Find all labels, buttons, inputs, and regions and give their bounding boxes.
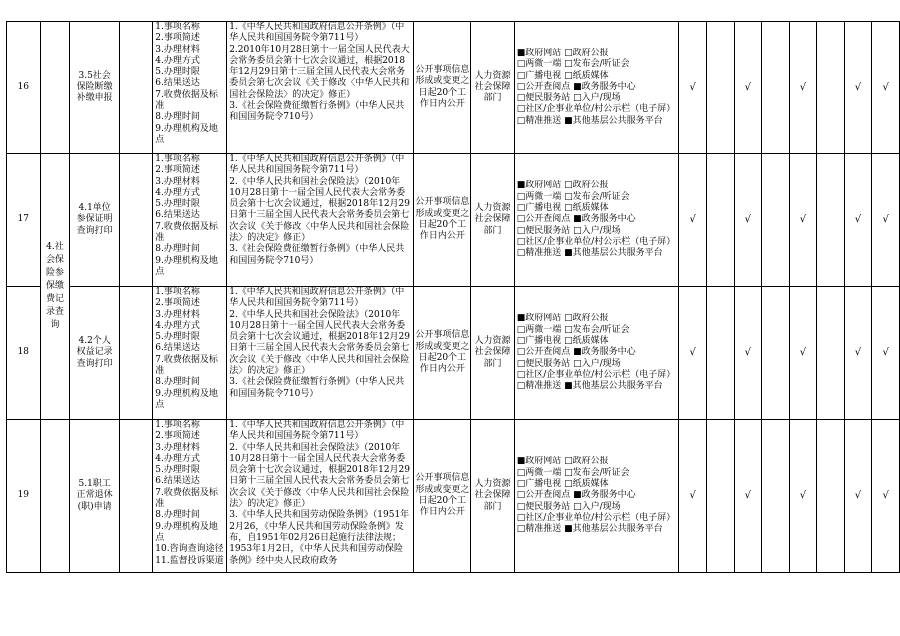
department: 人力资源社会保障部门 xyxy=(471,287,514,420)
step-item: 5.办理时限 xyxy=(155,465,200,476)
basis-item: 3.《社会保险费征缴暂行条例》（中华人民共和国国务院令710号） xyxy=(229,244,405,266)
check-6 xyxy=(817,287,844,420)
step-item: 4.办理方式 xyxy=(155,55,200,66)
channel-line: □社区/企事业单位/村公示栏（电子屏） xyxy=(516,104,676,115)
row-number: 18 xyxy=(7,287,41,420)
item-name: 4.2个人权益记录查询打印 xyxy=(70,287,120,420)
check-6 xyxy=(817,420,844,573)
channel-line: □社区/企事业单位/村公示栏（电子屏） xyxy=(516,236,676,247)
step-item: 8.办理时间 xyxy=(155,510,200,521)
basis-item: 2.2010年10月28日第十一届全国人民代表大会常务委员会第十七次会议通过，根据2018年12月29日第十三届全国人民代表大会常务委员会第七次会议《关于修改〈中华人民共和国社会保险法〉的决定》修正） xyxy=(229,44,410,100)
step-item: 4.办理方式 xyxy=(155,187,200,198)
channel-line: □社区/企事业单位/村公示栏（电子屏） xyxy=(516,512,676,523)
check-1: √ xyxy=(679,287,707,420)
step-item: 9.办理机构及地点 xyxy=(155,123,218,145)
check-1: √ xyxy=(679,420,707,573)
spacer-cell xyxy=(119,420,152,573)
table-row xyxy=(7,287,900,420)
check-2 xyxy=(707,287,734,420)
step-item: 1.事项名称 xyxy=(155,420,200,430)
check-7: √ xyxy=(844,420,872,573)
channel-line: □广播电视 □纸质媒体 xyxy=(516,70,609,81)
row-number: 19 xyxy=(7,420,41,573)
disclosure-table xyxy=(6,21,900,573)
item-name: 3.5社会保险断缴补缴申报 xyxy=(70,22,120,154)
check-7: √ xyxy=(844,22,872,154)
department: 人力资源社会保障部门 xyxy=(471,420,514,573)
table-row xyxy=(7,420,900,573)
channel-line: □精准推送 ■其他基层公共服务平台 xyxy=(516,115,663,126)
channel-line: □广播电视 □纸质媒体 xyxy=(516,479,609,490)
basis-item: 3.《社会保险费征缴暂行条例》（中华人民共和国国务院令710号） xyxy=(229,377,405,399)
channels-cell xyxy=(514,22,679,154)
row-number: 17 xyxy=(7,154,41,287)
step-item: 4.办理方式 xyxy=(155,453,200,464)
basis-item: 1.《中华人民共和国政府信息公开条例》（中华人民共和国国务院令第711号） xyxy=(229,287,405,309)
check-7: √ xyxy=(844,287,872,420)
channel-line: □两微一端 □发布会/听证会 xyxy=(516,191,630,202)
channel-line: □公开查阅点 ■政务服务中心 xyxy=(516,81,636,92)
step-item: 2.事项简述 xyxy=(155,431,200,442)
steps-cell xyxy=(153,22,227,154)
table-row xyxy=(7,22,900,154)
step-item: 3.办理材料 xyxy=(155,176,200,187)
check-8: √ xyxy=(872,154,900,287)
channel-line: □精准推送 ■其他基层公共服务平台 xyxy=(516,381,663,392)
channel-line: □便民服务站 □入户/现场 xyxy=(516,225,621,236)
step-item: 1.事项名称 xyxy=(155,22,200,32)
check-2 xyxy=(707,22,734,154)
step-item: 6.结果送达 xyxy=(155,78,200,89)
check-1: √ xyxy=(679,154,707,287)
step-item: 9.办理机构及地点 xyxy=(155,388,218,410)
channel-line: □公开查阅点 ■政务服务中心 xyxy=(516,214,636,225)
check-3: √ xyxy=(734,287,762,420)
step-item: 6.结果送达 xyxy=(155,343,200,354)
step-item: 7.收费依据及标准 xyxy=(155,354,218,377)
basis-item: 3.《中华人民共和国劳动保险条例》（1951年2月26，《中华人民共和国劳动保险条例》发布，自1951年02月26日起施行法律法规；1953年1月2日，《中华人民共和国劳动保险条例》经中央人民政府政务 xyxy=(229,510,410,566)
check-8: √ xyxy=(872,22,900,154)
category-cell xyxy=(40,420,70,573)
basis-cell xyxy=(227,287,414,420)
department: 人力资源社会保障部门 xyxy=(471,22,514,154)
channel-line: □公开查阅点 ■政务服务中心 xyxy=(516,347,636,358)
steps-cell xyxy=(153,287,227,420)
channel-line: □两微一端 □发布会/听证会 xyxy=(516,467,630,478)
step-item: 8.办理时间 xyxy=(155,377,200,388)
step-item: 2.事项简述 xyxy=(155,165,200,176)
step-item: 4.办理方式 xyxy=(155,320,200,331)
basis-cell xyxy=(227,154,414,287)
time-limit: 公开事项信息形成或变更之日起20个工作日内公开 xyxy=(414,22,471,154)
basis-item: 1.《中华人民共和国政府信息公开条例》（中华人民共和国国务院令第711号） xyxy=(229,22,405,44)
basis-item: 3.《社会保险费征缴暂行条例》（中华人民共和国国务院令710号） xyxy=(229,101,405,123)
step-item: 7.收费依据及标准 xyxy=(155,221,218,244)
check-5: √ xyxy=(789,154,817,287)
time-limit: 公开事项信息形成或变更之日起20个工作日内公开 xyxy=(414,154,471,287)
check-3: √ xyxy=(734,22,762,154)
channel-line: □精准推送 ■其他基层公共服务平台 xyxy=(516,248,663,259)
check-5: √ xyxy=(789,287,817,420)
check-2 xyxy=(707,154,734,287)
step-item: 8.办理时间 xyxy=(155,112,200,123)
department: 人力资源社会保障部门 xyxy=(471,154,514,287)
step-item: 8.办理时间 xyxy=(155,244,200,255)
step-item: 9.办理机构及地点 xyxy=(155,255,218,277)
channels-cell xyxy=(514,154,679,287)
channel-line: □公开查阅点 ■政务服务中心 xyxy=(516,490,636,501)
channel-line: ■政府网站 □政府公报 xyxy=(516,180,609,191)
steps-cell xyxy=(153,420,227,573)
step-item: 2.事项简述 xyxy=(155,298,200,309)
check-1: √ xyxy=(679,22,707,154)
step-item: 3.办理材料 xyxy=(155,309,200,320)
channel-line: □便民服务站 □入户/现场 xyxy=(516,93,621,104)
check-6 xyxy=(817,154,844,287)
steps-cell xyxy=(153,154,227,287)
basis-item: 1.《中华人民共和国政府信息公开条例》（中华人民共和国国务院令第711号） xyxy=(229,154,405,176)
spacer-cell xyxy=(119,287,152,420)
channel-line: □两微一端 □发布会/听证会 xyxy=(516,324,630,335)
check-4 xyxy=(762,420,789,573)
step-item: 5.办理时限 xyxy=(155,332,200,343)
step-item: 5.办理时限 xyxy=(155,67,200,78)
step-item: 1.事项名称 xyxy=(155,287,200,297)
channel-line: ■政府网站 □政府公报 xyxy=(516,47,609,58)
basis-item: 2.《中华人民共和国社会保险法》（2010年10月28日第十一届全国人民代表大会常务委员会第十七次会议通过，根据2018年12月29日第十三届全国人民代表大会常务委员会第七次会议《关于修改〈中华人民共和国社会保险法〉的决定》修正） xyxy=(229,309,410,377)
basis-cell xyxy=(227,420,414,573)
channel-line: □精准推送 ■其他基层公共服务平台 xyxy=(516,524,663,535)
channel-line: □社区/企事业单位/村公示栏（电子屏） xyxy=(516,369,676,380)
step-item: 3.办理材料 xyxy=(155,44,200,55)
step-item: 1.事项名称 xyxy=(155,154,200,164)
item-name: 4.1单位参保证明查询打印 xyxy=(70,154,120,287)
category-label: 4.社会保险参保缴费记录查询 xyxy=(45,242,64,330)
channel-line: ■政府网站 □政府公报 xyxy=(516,313,609,324)
basis-item: 2.《中华人民共和国社会保险法》（2010年10月28日第十一届全国人民代表大会常务委员会第十七次会议通过，根据2018年12月29日第十三届全国人民代表大会常务委员会第七次会议《关于修改〈中华人民共和国社会保险法〉的决定》修正） xyxy=(229,442,410,510)
check-3: √ xyxy=(734,154,762,287)
check-5: √ xyxy=(789,420,817,573)
check-4 xyxy=(762,287,789,420)
step-item: 5.办理时限 xyxy=(155,199,200,210)
check-4 xyxy=(762,154,789,287)
check-8: √ xyxy=(872,420,900,573)
check-2 xyxy=(707,420,734,573)
channels-cell xyxy=(514,420,679,573)
spacer-cell xyxy=(119,154,152,287)
time-limit: 公开事项信息形成或变更之日起20个工作日内公开 xyxy=(414,287,471,420)
step-item: 3.办理材料 xyxy=(155,442,200,453)
step-item: 10.咨询查询途径 xyxy=(155,544,224,555)
channel-line: □广播电视 □纸质媒体 xyxy=(516,203,609,214)
check-7: √ xyxy=(844,154,872,287)
check-6 xyxy=(817,22,844,154)
channel-line: □便民服务站 □入户/现场 xyxy=(516,501,621,512)
channels-cell xyxy=(514,287,679,420)
step-item: 7.收费依据及标准 xyxy=(155,89,218,112)
table-row xyxy=(7,154,900,287)
basis-item: 1.《中华人民共和国政府信息公开条例》（中华人民共和国国务院令第711号） xyxy=(229,420,405,442)
step-item: 11.监督投诉渠道 xyxy=(155,555,224,566)
category-cell xyxy=(40,154,70,420)
check-8: √ xyxy=(872,287,900,420)
channel-line: □便民服务站 □入户/现场 xyxy=(516,358,621,369)
basis-item: 2.《中华人民共和国社会保险法》（2010年10月28日第十一届全国人民代表大会常务委员会第十七次会议通过，根据2018年12月29日第十三届全国人民代表大会常务委员会第七次会议《关于修改〈中华人民共和国社会保险法〉的决定》修正） xyxy=(229,176,410,244)
step-item: 7.收费依据及标准 xyxy=(155,487,218,510)
basis-cell xyxy=(227,22,414,154)
step-item: 9.办理机构及地点 xyxy=(155,521,218,543)
step-item: 6.结果送达 xyxy=(155,210,200,221)
channel-line: □广播电视 □纸质媒体 xyxy=(516,336,609,347)
item-name: 5.1职工正常退休(职)申请 xyxy=(70,420,120,573)
channel-line: □两微一端 □发布会/听证会 xyxy=(516,59,630,70)
channel-line: ■政府网站 □政府公报 xyxy=(516,456,609,467)
check-5: √ xyxy=(789,22,817,154)
check-3: √ xyxy=(734,420,762,573)
step-item: 6.结果送达 xyxy=(155,476,200,487)
spacer-cell xyxy=(119,22,152,154)
category-cell xyxy=(40,22,70,154)
time-limit: 公开事项信息形成或变更之日起20个工作日内公开 xyxy=(414,420,471,573)
check-4 xyxy=(762,22,789,154)
step-item: 2.事项简述 xyxy=(155,33,200,44)
row-number: 16 xyxy=(7,22,41,154)
